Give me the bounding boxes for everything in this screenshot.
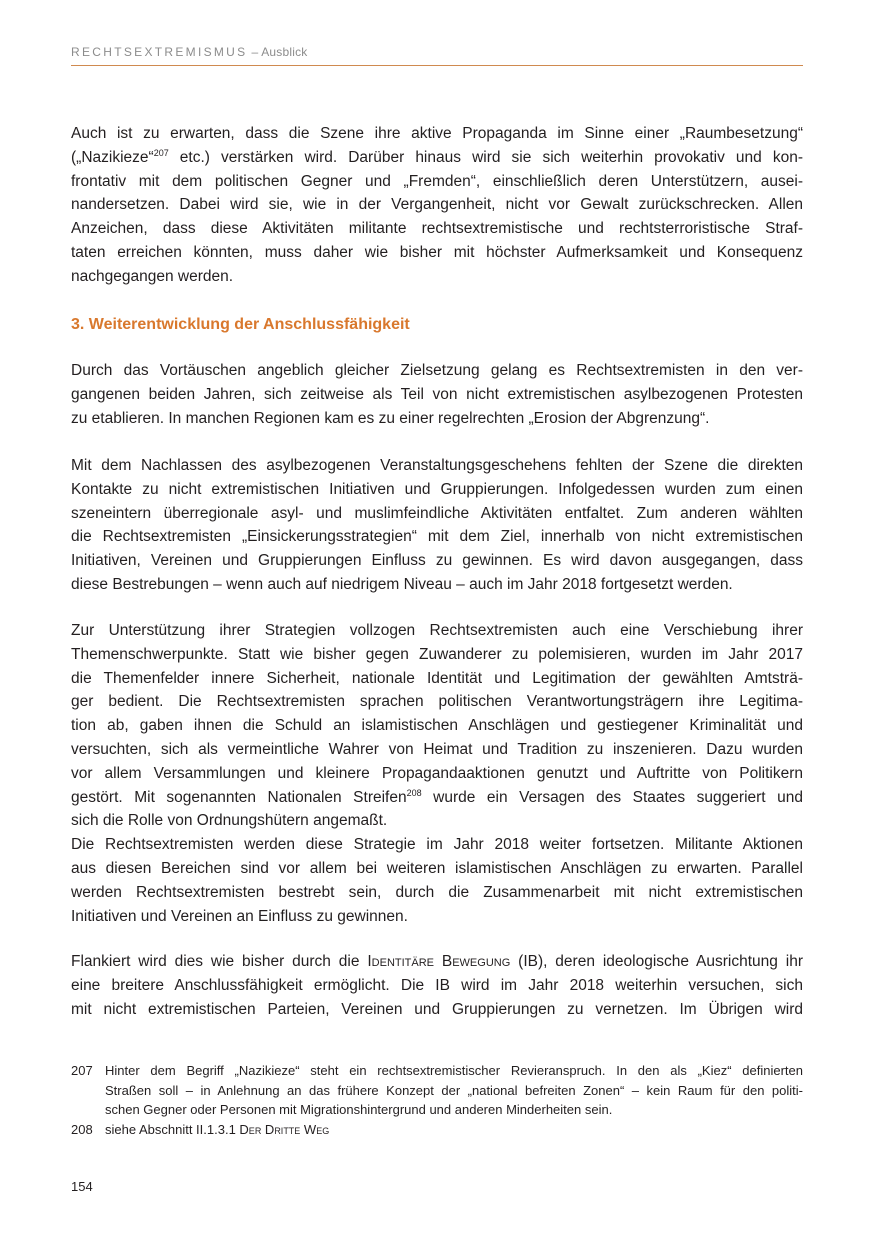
text-line: vor allem Versammlungen und kleinere Propagandaaktionen genutzt und Auftritte von Politikern — [71, 764, 803, 782]
text-line: Straßen soll – in Anlehnung an das frühere Konzept der „national befreiten Zonen“ – kein Raum für den politi- — [105, 1082, 803, 1098]
running-header-subsection: – Ausblick — [251, 45, 308, 59]
text-line: nandersetzen. Dabei wird sie, wie in der Vergangenheit, nicht vor Gewalt zurückschrecken. Allen — [71, 196, 803, 214]
text-line: Initiativen, Vereinen und Gruppierungen Einfluss zu gewinnen. Es wird davon ausgegangen, dass — [71, 552, 803, 570]
text-line: Die Rechtsextremisten werden diese Strategie im Jahr 2018 weiter fortsetzen. Militante Aktionen — [71, 836, 803, 854]
text-line: gangenen beiden Jahren, sich zeitweise als Teil von nicht extremistischen asylbezogenen Protesten — [71, 385, 803, 403]
text-line: tion ab, gaben ihnen die Schuld an islamistischen Anschlägen und gestiegener Kriminalität und — [71, 717, 803, 735]
text-line: diese Bestrebungen – wenn auch auf niedrigem Niveau – auch im Jahr 2018 fortgesetzt werden. — [71, 575, 733, 593]
text-line: mit nicht extremistischen Parteien, Vereinen und Gruppierungen zu vernetzen. Im Übrigen wird — [71, 1000, 803, 1018]
footnote-number: 208 — [71, 1121, 93, 1137]
text-line — [71, 786, 803, 810]
paragraph-4 — [71, 619, 803, 928]
text-line: eine breitere Anschlussfähigkeit ermöglicht. Die IB wird im Jahr 2018 weiterhin versuchen, sich — [71, 976, 803, 994]
header-rule — [71, 65, 803, 66]
text-line: versuchten, sich als vermeintliche Wahrer von Heimat und Tradition zu inszenieren. Dazu wurden — [71, 740, 803, 758]
text-line: aus diesen Bereichen sind vor allem bei weiteren islamistischen Anschlägen zu erwarten. Parallel — [71, 859, 803, 877]
organization-name: Der Dritte Weg — [239, 1121, 330, 1137]
text-segment: Flankiert wird dies wie bisher durch die — [71, 953, 368, 970]
text-line: Zur Unterstützung ihrer Strategien vollzogen Rechtsextremisten auch eine Verschiebung ihrer — [71, 622, 803, 639]
text-segment: („Nazikieze“ — [71, 148, 154, 166]
text-segment: siehe Abschnitt II.1.3.1 — [105, 1121, 240, 1137]
organization-name: Identitäre Bewegung — [367, 953, 511, 970]
text-line: die Themenfelder innere Sicherheit, nationale Identität und Legitimation der gewählten Amtsträ- — [71, 669, 803, 687]
text-segment: gestört. Mit sogenannten Nationalen Streifen — [71, 788, 407, 806]
footnote-208 — [71, 1120, 803, 1140]
text-line: Kontakte zu nicht extremistischen Initiativen und Gruppierungen. Infolgedessen wurden zum einen — [71, 480, 803, 498]
footnotes — [71, 1061, 803, 1139]
text-line: frontativ mit dem politischen Gegner und „Fremden“, einschließlich deren Unterstützern, ausei- — [71, 172, 803, 190]
text-line: Hinter dem Begriff „Nazikieze“ steht ein rechtsextremistischer Revieranspruch. In den als „Kiez“ definierten — [105, 1063, 803, 1078]
paragraph-4a — [71, 619, 803, 833]
text-line: ger bedient. Die Rechtsextremisten sprachen politischen Verantwortungsträgern ihre Legitima- — [71, 693, 803, 711]
text-line: taten erreichen könnten, muss daher wie bisher mit höchster Aufmerksamkeit und Konsequenz — [71, 243, 803, 261]
text-line: sich die Rolle von Ordnungshütern angemaßt. — [71, 812, 388, 830]
text-segment: etc.) verstärken wird. Darüber hinaus wird sie sich weiterhin provokativ und kon- — [168, 148, 803, 166]
page-number: 154 — [71, 1179, 93, 1194]
footnote-number: 207 — [71, 1063, 93, 1078]
text-line — [105, 1120, 803, 1140]
text-line: Mit dem Nachlassen des asylbezogenen Veranstaltungsgeschehens fehlten der Szene die direkten — [71, 457, 803, 474]
text-line: Initiativen und Vereinen an Einfluss zu gewinnen. — [71, 907, 408, 925]
footnote-207 — [71, 1061, 803, 1120]
text-line: Durch das Vortäuschen angeblich gleicher Zielsetzung gelang es Rechtsextremisten in den ver- — [71, 362, 803, 379]
paragraph-5 — [71, 950, 803, 1021]
footnote-reference: 207 — [153, 147, 169, 158]
text-line: die Rechtsextremisten „Einsickerungsstrategien“ mit dem Ziel, innerhalb von nicht extremistischen — [71, 528, 803, 546]
running-header — [71, 44, 307, 60]
paragraph-1 — [71, 122, 803, 289]
text-line: Auch ist zu erwarten, dass die Szene ihre aktive Propaganda im Sinne einer „Raumbesetzung“ — [71, 125, 803, 142]
text-line: werden Rechtsextremisten bestrebt sein, durch die Zusammenarbeit mit nicht extremistischen — [71, 883, 803, 901]
text-line — [71, 146, 803, 170]
running-header-section: RECHTSEXTREMISMUS — [71, 45, 248, 59]
text-line: Anzeichen, dass diese Aktivitäten militante rechtsextremistische und rechtsterroristische Straf- — [71, 220, 803, 238]
footnote-text — [105, 1061, 803, 1120]
section-heading: 3. Weiterentwicklung der Anschlussfähigkeit — [71, 316, 410, 333]
text-line: szeneintern überregionale asyl- und muslimfeindliche Aktivitäten entfaltet. Zum anderen wählten — [71, 504, 803, 522]
text-line: nachgegangen werden. — [71, 267, 234, 285]
text-segment: wurde ein Versagen des Staates suggeriert und — [421, 788, 803, 806]
footnote-text — [105, 1120, 803, 1140]
text-line — [71, 950, 803, 974]
paragraph-2 — [71, 359, 803, 430]
footnote-reference: 208 — [406, 787, 422, 798]
paragraph-3 — [71, 454, 803, 597]
paragraph-4b — [71, 833, 803, 928]
text-line: schen Gegner oder Personen mit Migrationshintergrund und anderen Minderheiten sein. — [105, 1102, 613, 1117]
text-line: zu etablieren. In manchen Regionen kam es zu einer regelrechten „Erosion der Abgrenzung“. — [71, 409, 710, 427]
text-line: Themenschwerpunkte. Statt wie bisher gegen Zuwanderer zu polemisieren, wurden im Jahr 2017 — [71, 645, 803, 663]
text-segment: (IB), deren ideologische Ausrichtung ihr — [510, 953, 803, 970]
